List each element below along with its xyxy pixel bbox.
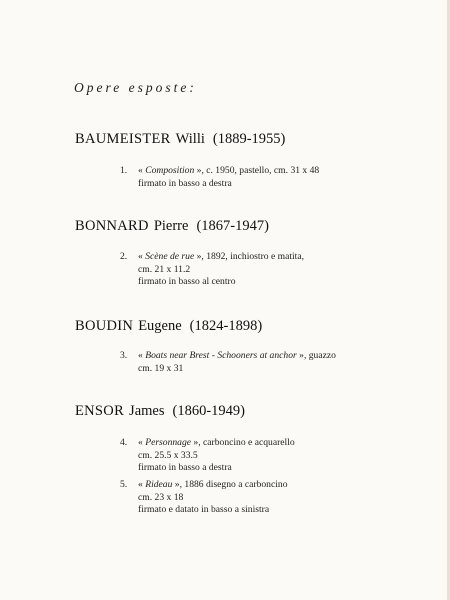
work-entry: 1. « Composition », c. 1950, pastello, cm. 31 x 48 firmato in basso a destra	[120, 165, 320, 189]
artist-heading	[75, 131, 285, 148]
work-detail-line: firmato e datato in basso a sinistra	[138, 504, 270, 515]
artist-first-name: James	[129, 403, 165, 419]
work-details: , 1892, inchiostro e matita,	[201, 251, 305, 262]
artist-dates: (1860-1949)	[172, 403, 245, 419]
artist-first-name: Eugene	[138, 318, 182, 334]
section-heading: Opere esposte:	[74, 80, 197, 95]
work-title: Scène de rue	[145, 251, 195, 262]
artist-heading	[75, 218, 269, 235]
work-title: Boats near Brest - Schooners at anchor	[145, 350, 297, 361]
work-number: 2.	[120, 251, 128, 262]
work-entry: 2. « Scène de rue », 1892, inchiostro e matita, cm. 21 x 11.2 firmato in basso al centro	[120, 251, 305, 287]
work-title: Composition	[145, 165, 195, 176]
work-entry: 4. « Personnage », carboncino e acquarello cm. 25.5 x 33.5 firmato in basso a destra	[120, 437, 295, 473]
work-number: 5.	[120, 479, 128, 490]
artist-first-name: Pierre	[153, 218, 189, 234]
work-number: 4.	[120, 437, 128, 448]
artist-last-name: BAUMEISTER	[75, 131, 171, 147]
work-details: , 1886 disegno a carboncino	[179, 479, 288, 490]
artist-dates: (1889-1955)	[212, 131, 286, 147]
work-entry: 5. « Rideau », 1886 disegno a carboncino cm. 23 x 18 firmato e datato in basso a sinistra	[120, 479, 288, 515]
artist-dates: (1867-1947)	[196, 218, 269, 234]
work-detail-line: cm. 23 x 18	[138, 491, 184, 503]
work-number: 3.	[120, 350, 128, 361]
artist-heading	[75, 403, 245, 420]
artist-first-name: Willi	[175, 131, 205, 147]
artist-dates: (1824-1898)	[189, 318, 263, 334]
work-detail-line: firmato in basso a destra	[138, 177, 232, 189]
work-title: Personnage	[145, 437, 192, 448]
work-detail-line: firmato in basso al centro	[138, 276, 236, 287]
work-detail-line: firmato in basso a destra	[138, 462, 232, 473]
work-detail-line: cm. 25.5 x 33.5	[138, 449, 198, 461]
work-title: Rideau	[145, 479, 173, 490]
artist-last-name: BOUDIN	[75, 318, 134, 334]
work-details: , carboncino e acquarello	[198, 437, 295, 448]
work-details: , c. 1950, pastello, cm. 31 x 48	[201, 165, 320, 176]
work-detail-line: cm. 21 x 11.2	[138, 263, 191, 275]
work-number: 1.	[120, 165, 128, 176]
artist-last-name: ENSOR	[75, 403, 125, 419]
artist-heading	[75, 318, 262, 335]
work-detail-line: cm. 19 x 31	[138, 362, 184, 374]
work-details: , guazzo	[303, 350, 336, 361]
work-entry: 3. « Boats near Brest - Schooners at anchor », guazzo cm. 19 x 31	[120, 350, 336, 374]
artist-last-name: BONNARD	[75, 218, 149, 234]
